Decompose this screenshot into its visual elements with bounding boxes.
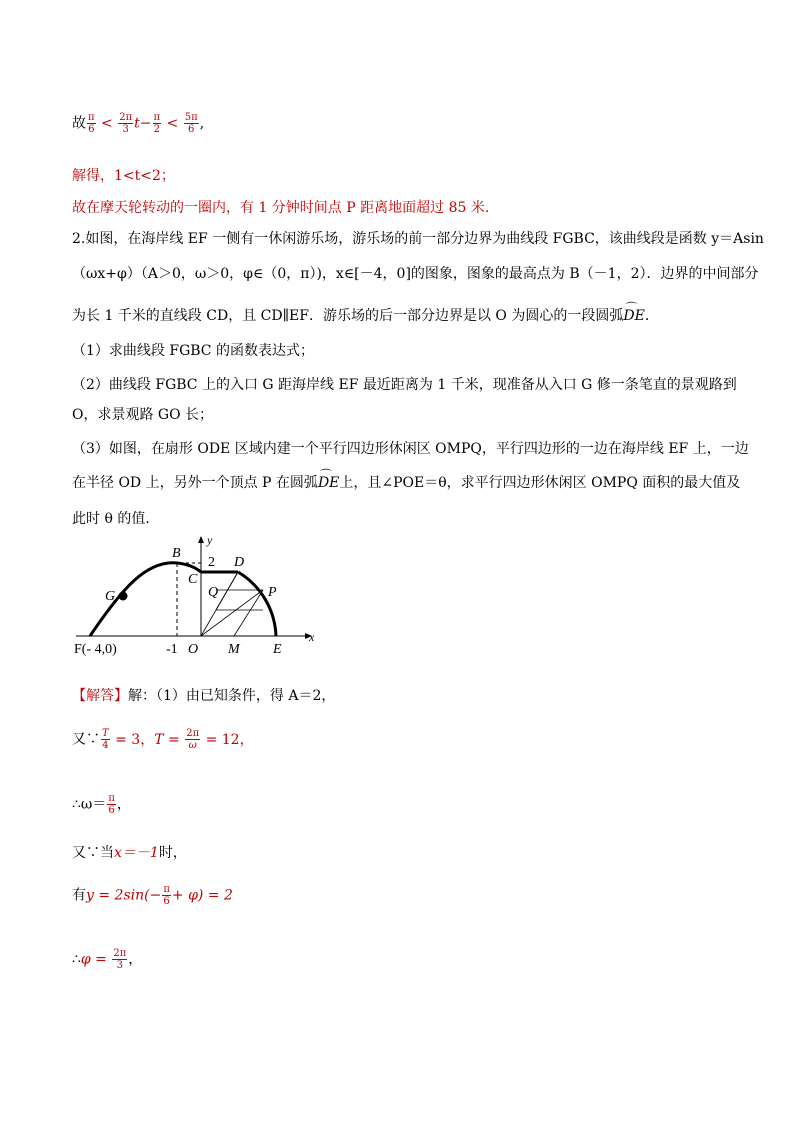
question-2-b: O，求景观路 GO 长； <box>72 407 214 423</box>
solve-result: 解得，1<t<2； <box>72 168 175 184</box>
arc-DE: ⌒ DE <box>623 308 644 324</box>
geometry-figure <box>66 530 366 670</box>
fraction-2pi-3: $\frac{2\pi}{3}$ <box>119 112 133 135</box>
label-E: E <box>273 642 282 657</box>
segment-QO <box>216 572 238 610</box>
label-B: B <box>172 546 181 561</box>
label-neg1: -1 <box>166 642 178 657</box>
point-G <box>119 592 128 601</box>
answer-tag: 【解答】 <box>72 688 128 704</box>
solution-line-6: ∴φ = $\frac{2\pi}{3}$ ， <box>72 948 143 971</box>
fraction-pi-2: $\frac{\pi}{2}$ <box>153 112 161 135</box>
minus: − <box>139 115 152 132</box>
label-G: G <box>105 589 116 604</box>
label-D: D <box>234 555 245 570</box>
label-Q: Q <box>208 585 219 600</box>
problem2-line3: 为长 1 千米的直线段 CD，且 CD∥EF．游乐场的后一部分边界是以 O 为圆心的一段圆弧⌒ DE． <box>72 305 659 325</box>
less-than-2: < <box>166 115 179 132</box>
label-y: y <box>207 533 213 547</box>
label-M: M <box>228 642 240 657</box>
question-1: （1）求曲线段 FGBC 的函数表达式； <box>72 343 314 359</box>
problem2-line2: （ωx+φ）（A＞0，ω＞0，φ∈（0，π）)，x∈[－4，0]的图象，图象的最高点为 B（－1，2）．边界的中间部分 <box>72 266 759 282</box>
solution-line-1: 【解答】解：（1）由已知条件，得 A＝2， <box>72 688 336 704</box>
conclusion-text: 故在摩天轮转动的一圈内，有 1 分钟时间点 P 距离地面超过 85 米． <box>72 200 499 216</box>
label-F: F(- 4,0) <box>74 642 117 657</box>
var-t: t <box>134 115 140 132</box>
arc-DE-2: ⌒ DE <box>318 475 339 491</box>
inequality-line <box>72 112 204 135</box>
label-2: 2 <box>208 555 215 570</box>
problem2-line1: 2.如图，在海岸线 EF 一侧有一休闲游乐场，游乐场的前一部分边界为曲线段 FGBC，该曲线段是函数 y＝Asin <box>72 231 764 247</box>
y-axis-arrow <box>198 536 204 543</box>
fraction-pi-6: $\frac{\pi}{6}$ <box>88 112 95 135</box>
label-C: C <box>188 572 198 587</box>
comma: , <box>199 115 205 132</box>
segment-MP <box>234 590 263 636</box>
question-2-a: （2）曲线段 FGBC 上的入口 G 距海岸线 EF 最近距离为 1 千米，现准备从入口 G 修一条笔直的景观路到 <box>72 377 737 393</box>
label-x: x <box>309 630 315 644</box>
solution-line-3: ∴ω＝ $\frac{\pi}{6}$ ， <box>72 793 131 816</box>
question-3-c: 此时 θ 的值． <box>72 511 160 527</box>
prefix-text: 故 <box>72 115 86 132</box>
label-P: P <box>268 585 277 600</box>
solution-line-4: 又∵当x＝－1时， <box>72 845 187 861</box>
less-than: < <box>101 115 113 132</box>
solution-line-2: 又∵ $\frac{T}{4}$ = 3，T = $\frac{2\pi}{\omega}$ = 12， <box>72 728 254 751</box>
question-3-b: 在半径 OD 上，另外一个顶点 P 在圆弧⌒ DE上，且∠POE＝θ，求平行四边形休闲区 OMPQ 面积的最大值及 <box>72 472 740 492</box>
fraction-5pi-6: $\frac{5\pi}{6}$ <box>184 112 198 135</box>
solution-line-5: 有y = 2sin(− $\frac{\pi}{6}$ + φ) = 2 <box>72 884 233 907</box>
label-O: O <box>188 642 199 657</box>
question-3-a: （3）如图，在扇形 ODE 区域内建一个平行四边形休闲区 OMPQ，平行四边形的一边在海岸线 EF 上，一边 <box>72 441 749 457</box>
